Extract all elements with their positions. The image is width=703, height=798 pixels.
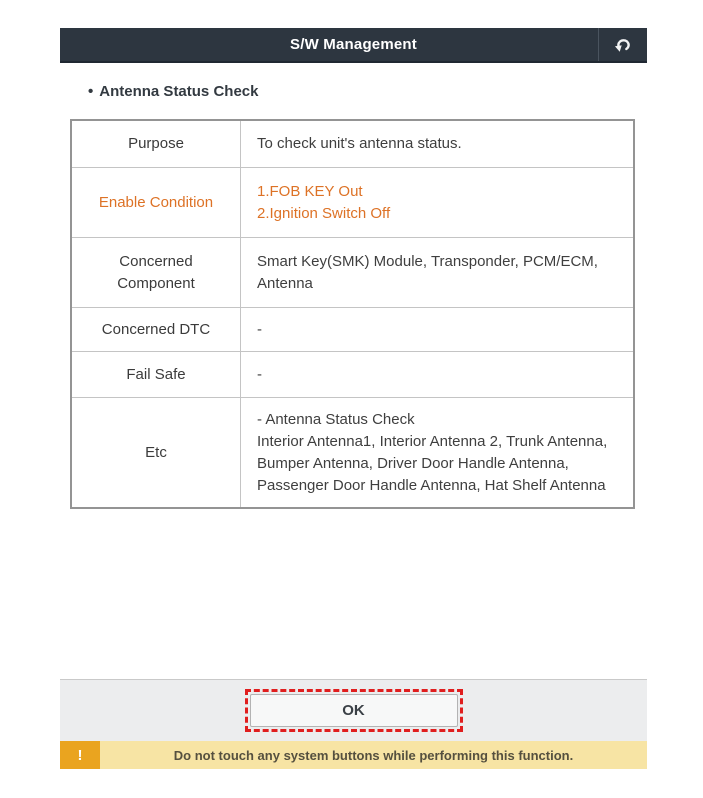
ok-button[interactable]: OK xyxy=(250,694,458,727)
table-row-fail-safe xyxy=(72,351,633,397)
back-button[interactable] xyxy=(598,28,647,61)
warning-bar xyxy=(60,741,647,769)
row-value: 1.FOB KEY Out 2.Ignition Switch Off xyxy=(257,182,391,222)
app-header xyxy=(60,28,647,63)
row-value: Smart Key(SMK) Module, Transponder, PCM/ECM, Antenna xyxy=(257,252,598,292)
row-label: Concerned DTC xyxy=(72,308,241,351)
warning-exclamation-icon: ! xyxy=(60,741,100,769)
table-row-purpose xyxy=(72,121,633,167)
row-label: Purpose xyxy=(72,121,241,167)
table-row-enable-condition xyxy=(72,167,633,237)
row-label: Etc xyxy=(72,398,241,507)
row-value: - xyxy=(257,365,262,383)
page-title: S/W Management xyxy=(290,36,417,53)
bullet-icon: • xyxy=(88,83,94,100)
row-value: - Antenna Status Check Interior Antenna1, Interior Antenna 2, Trunk Antenna, Bumper Antenna, Driver Door Handle Antenna, Passenger Door Handle Antenna, Hat Shelf Antenna xyxy=(257,410,608,494)
row-value: To check unit's antenna status. xyxy=(257,135,462,152)
row-label: Concerned Component xyxy=(72,238,241,307)
return-arrow-icon xyxy=(612,34,634,56)
footer-strip xyxy=(60,679,647,741)
section-title-text: Antenna Status Check xyxy=(99,83,259,100)
row-label: Enable Condition xyxy=(72,168,241,237)
table-row-concerned-dtc xyxy=(72,307,633,351)
table-row-concerned-component xyxy=(72,237,633,307)
section-title xyxy=(88,83,258,100)
row-value: - xyxy=(257,320,262,338)
warning-message: Do not touch any system buttons while performing this function. xyxy=(173,747,574,763)
row-label: Fail Safe xyxy=(72,352,241,397)
info-table xyxy=(70,119,635,509)
table-row-etc xyxy=(72,397,633,507)
ok-focus-outline xyxy=(245,689,463,732)
